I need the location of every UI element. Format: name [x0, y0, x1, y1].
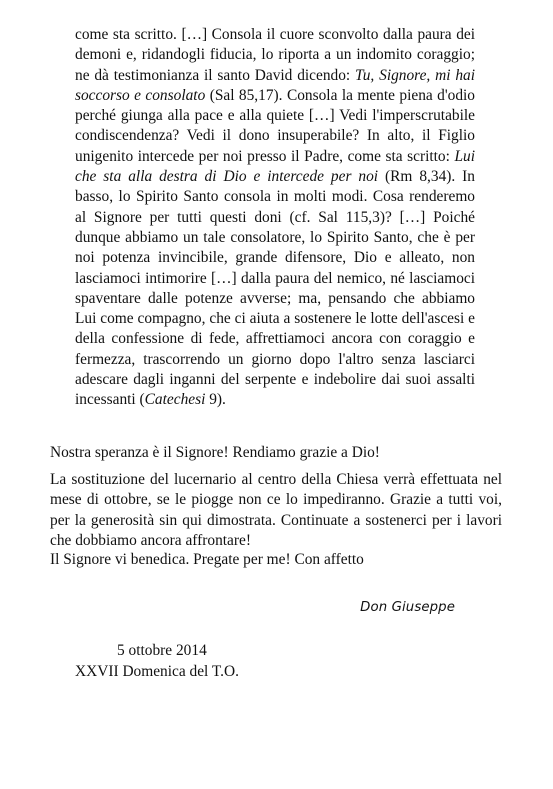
- catechesis-quote: [75, 25, 475, 411]
- blessing-paragraph: [50, 550, 502, 570]
- signature: Don Giuseppe: [360, 600, 455, 615]
- notice-paragraph: [50, 470, 502, 551]
- quote-citation-psalm: Tu, Signore, mi hai soccorso e consolato: [75, 66, 476, 104]
- date: 5 ottobre 2014: [117, 642, 207, 659]
- quote-text-1: come sta scritto. […] Consola il cuore sconvolto dalla paura dei demoni e, ridandogli fiducia, lo riporta a un indomito coraggio; ne dà testimonianza il santo David dicendo:: [75, 26, 475, 84]
- hope-text: Nostra speranza è il Signore! Rendiamo grazie a Dio!: [50, 444, 380, 461]
- quote-text-3: (Rm 8,34). In basso, lo Spirito Santo consola in molti modi. Cosa renderemo al Signore per tutti questi doni (cf. Sal 115,3)? […] Poiché dunque abbiamo un tale consolatore, lo Spirito Santo, che è per noi potenza invincibile, grande difensore, Dio e alleato, non lasciamoci intimorire […] dalla paura del nemico, né lasciamoci spaventare dalle potenze avverse; ma, pensando che abbiamo Lui come compagno, che ci aiuta a sostenere le lotte dell'ascesi e della confessione di fede, affrettiamoci ancora con coraggio e fermezza, trascorrendo un giorno dopo l'altro senza lasciarci adescare dagli inganni del serpente e indebolire dai suoi assalti incessanti (: [75, 168, 476, 409]
- quote-text-2: (Sal 85,17). Consola la mente piena d'odio perché giunga alla pace e alla quiete […] Vedi l'imperscrutabile condiscendenza? Vedi il dono insuperabile? In alto, il Figlio unigenito intercede per noi presso il Padre, come sta scritto:: [75, 86, 475, 165]
- blessing-text: Il Signore vi benedica. Pregate per me! Con affetto: [50, 551, 364, 568]
- hope-paragraph: [50, 443, 502, 463]
- quote-source-title: Catechesi: [144, 391, 206, 409]
- notice-text: La sostituzione del lucernario al centro della Chiesa verrà effettuata nel mese di ottobre, se le piogge non ce lo impediranno. Grazie a tutti voi, per la generosità sin qui dimostrata. Continuate a sostenerci per i lavori che dobbiamo ancora affrontare!: [50, 471, 502, 549]
- quote-citation-romans: Lui che sta alla destra di Dio e intercede per noi: [75, 147, 475, 186]
- quote-text-4: 9).: [205, 391, 226, 409]
- liturgical-sunday: XXVII Domenica del T.O.: [75, 663, 239, 680]
- quote-paragraph: [75, 25, 475, 411]
